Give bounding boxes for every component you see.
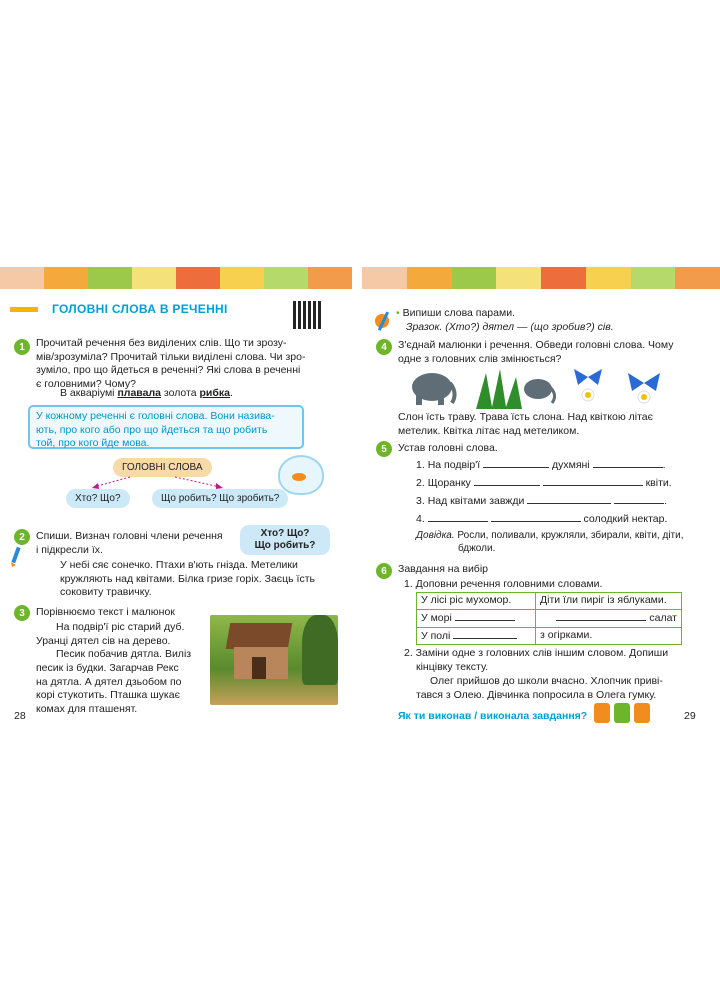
- task-1-text: [36, 337, 326, 392]
- hint-text: бджоли.: [458, 543, 496, 554]
- item-text: .: [664, 495, 668, 507]
- item-number: 4.: [416, 513, 425, 525]
- hint-label: Довідка.: [416, 530, 455, 541]
- hint-text: Росли, поливали, кружляли, збирали, квіти, діти,: [457, 530, 684, 541]
- blank-field[interactable]: [556, 611, 646, 621]
- item-text: квіти.: [645, 477, 672, 489]
- sentence-line: Слон їсть траву. Трава їсть слона. Над квіткою літає: [398, 411, 653, 423]
- blank-field[interactable]: [593, 458, 663, 468]
- sentence-line: метелик. Квітка літає над метеликом.: [398, 424, 580, 437]
- passage-line: песик із будки. Загарчав Рекс: [36, 661, 179, 674]
- rule-line: У кожному реченні є головні слова. Вони назива-: [36, 410, 275, 422]
- page-number-right: 29: [684, 710, 696, 722]
- stripe-segment: [586, 267, 631, 289]
- right-intro: [396, 307, 614, 334]
- task-2-text: [36, 530, 223, 557]
- cell-text: салат: [649, 612, 677, 624]
- blank-field[interactable]: [543, 476, 643, 486]
- top-color-stripe-left: [0, 267, 352, 289]
- example-bold-word: рибка: [199, 387, 230, 399]
- task-6-sub1: 1. Доповни речення головними словами.: [404, 578, 603, 590]
- item-text: духмяні: [551, 459, 590, 471]
- blank-field[interactable]: [455, 611, 515, 621]
- task-2-line: і підкресли їх.: [36, 543, 103, 556]
- fill-item: [416, 512, 706, 530]
- sub2-line: кінцівку тексту.: [416, 660, 489, 673]
- task-number-5: 5: [376, 441, 392, 457]
- item-text: Щоранку: [427, 477, 471, 489]
- pencil-icon: [8, 545, 24, 571]
- stripe-segment: [176, 267, 220, 289]
- intro-line: Випиши слова парами.: [402, 307, 515, 319]
- stripe-segment: [264, 267, 308, 289]
- task-2-passage: [60, 559, 322, 600]
- question-bubble: [240, 525, 330, 555]
- sub2-line: 2. Заміни одне з головних слів іншим словом. Допиши: [404, 647, 669, 659]
- story-line: Олег прийшов до школи вчасно. Хлопчик приві-: [430, 675, 663, 687]
- task-4-line: З'єднай малюнки і речення. Обведи головні слова. Чому: [398, 339, 674, 351]
- self-check-question: Як ти виконав / виконала завдання?: [398, 710, 588, 722]
- table-cell: Діти їли пиріг із яблуками.: [536, 593, 682, 610]
- example-part: золота: [160, 387, 200, 399]
- blank-field[interactable]: [491, 512, 581, 522]
- fill-item: [416, 458, 706, 476]
- what-does-label: Що робить? Що зробить?: [152, 489, 288, 508]
- aquarium-image: [278, 455, 324, 495]
- task-5-items: [416, 458, 706, 530]
- elephant-image: [408, 367, 458, 409]
- story-line: тався з Олею. Дівчинка попросила в Олега гумку.: [416, 688, 657, 701]
- stripe-segment: [452, 267, 497, 289]
- example-sentence: [60, 387, 233, 401]
- blank-field[interactable]: [614, 494, 664, 504]
- task-1-line: мів/зрозуміла? Прочитай тільки виділені слова. Чи зро-: [36, 350, 306, 363]
- passage-line: комах для пташенят.: [36, 702, 138, 715]
- page-title: ГОЛОВНІ СЛОВА В РЕЧЕННІ: [52, 302, 228, 316]
- main-words-label: ГОЛОВНІ СЛОВА: [113, 458, 212, 477]
- bullet-icon: •: [396, 307, 400, 319]
- flower-butterfly-image: [624, 367, 664, 409]
- fill-item: [416, 476, 706, 494]
- passage-line: На подвір'ї ріс старий дуб.: [56, 621, 185, 633]
- house-door: [252, 657, 266, 679]
- bubble-line: Хто? Що?: [260, 528, 310, 539]
- example-part: В акваріумі: [60, 387, 118, 399]
- task-1-line: є головними? Чому?: [36, 377, 136, 390]
- item-text: Над квітами завжди: [427, 495, 525, 507]
- task-4-sentences: [398, 411, 700, 438]
- item-number: 3.: [416, 495, 425, 507]
- fill-item: [416, 494, 706, 512]
- stripe-segment: [407, 267, 452, 289]
- task-number-2: 2: [14, 529, 30, 545]
- task-4-line: одне з головних слів змінюється?: [398, 352, 562, 365]
- passage-line: Уранці дятел сів на дерево.: [36, 634, 171, 647]
- passage-line: на дятла. А дятел дзьобом по: [36, 675, 182, 688]
- rule-box: [28, 405, 304, 449]
- task-2-line: Спиши. Визнач головні члени речення: [36, 530, 223, 542]
- stripe-segment: [541, 267, 586, 289]
- blank-field[interactable]: [474, 476, 540, 486]
- tree-image: [302, 615, 338, 685]
- item-text: На подвір'ї: [427, 459, 481, 471]
- task-number-6: 6: [376, 563, 392, 579]
- blank-field[interactable]: [428, 512, 488, 522]
- table-cell[interactable]: [536, 610, 682, 628]
- rule-line: той, про кого йде мова.: [36, 437, 150, 450]
- stripe-segment: [362, 267, 407, 289]
- task-1-line: Прочитай речення без виділених слів. Що ти зрозу-: [36, 337, 287, 349]
- blank-field[interactable]: [527, 494, 611, 504]
- passage-line: кружляють над квітами. Білка гризе горіх. Заєць їсть: [60, 572, 315, 585]
- fill-table: [416, 592, 682, 645]
- task-3-passage: [36, 621, 206, 716]
- stripe-segment: [220, 267, 264, 289]
- stripe-segment: [631, 267, 676, 289]
- passage-line: У небі сяє сонечко. Птахи в'ють гнізда. Метелики: [60, 559, 298, 571]
- table-cell: У лісі ріс мухомор.: [417, 593, 536, 610]
- blank-field[interactable]: [483, 458, 549, 468]
- table-cell[interactable]: [417, 610, 536, 628]
- stripe-segment: [308, 267, 352, 289]
- butterfly-flower-image: [568, 367, 608, 409]
- hint: [416, 529, 696, 555]
- task-6-sub2: [404, 647, 700, 674]
- blank-field[interactable]: [453, 629, 517, 639]
- stripe-segment: [675, 267, 720, 289]
- task-number-3: 3: [14, 605, 30, 621]
- task-3-heading: Порівнюємо текст і малюнок: [36, 606, 175, 618]
- example-part: .: [229, 387, 233, 399]
- bubble-line: Що робить?: [254, 540, 316, 551]
- passage-line: Песик побачив дятла. Виліз: [56, 648, 192, 661]
- stripe-segment: [44, 267, 88, 289]
- stripe-segment: [0, 267, 44, 289]
- item-text: .: [662, 459, 666, 471]
- dog-house-illustration: [210, 615, 338, 705]
- cell-text: У морі: [421, 612, 452, 624]
- task-6-heading: Завдання на вибір: [398, 563, 488, 575]
- cell-text: У полі: [421, 629, 451, 642]
- stripe-segment: [132, 267, 176, 289]
- page-number-left: 28: [14, 710, 26, 722]
- table-cell: з огірками.: [536, 627, 682, 645]
- task-4-text: [398, 339, 698, 366]
- stripe-segment: [496, 267, 541, 289]
- rule-line: ють, про кого або про що йдеться та що робить: [36, 423, 268, 436]
- example-bold-word: плавала: [117, 387, 161, 399]
- task-number-4: 4: [376, 339, 392, 355]
- item-text: солодкий нектар.: [583, 513, 668, 525]
- fish-icon: [292, 473, 306, 481]
- task-1-line: зуміло, про що йдеться в реченні? Які слова в реченні: [36, 364, 301, 377]
- stripe-segment: [88, 267, 132, 289]
- intro-sample: Зразок. (Хто?) дятел — (що зробив?) сів.: [406, 320, 614, 333]
- qr-code-icon[interactable]: [293, 301, 321, 329]
- who-what-label: Хто? Що?: [66, 489, 130, 508]
- passage-line: соковиту травичку.: [60, 586, 152, 599]
- grass-elephant-image: [476, 367, 558, 409]
- item-number: 2.: [416, 477, 425, 489]
- self-check-hands-icon[interactable]: [590, 699, 662, 727]
- top-color-stripe-right: [362, 267, 720, 289]
- table-cell[interactable]: [417, 627, 536, 645]
- task-5-heading: Устав головні слова.: [398, 442, 498, 454]
- title-accent-bar: [10, 307, 38, 312]
- task-number-1: 1: [14, 339, 30, 355]
- item-number: 1.: [416, 459, 425, 471]
- pencil-icon: [372, 309, 388, 335]
- passage-line: корі стукотить. Пташка шукає: [36, 689, 180, 702]
- house-roof: [226, 623, 293, 649]
